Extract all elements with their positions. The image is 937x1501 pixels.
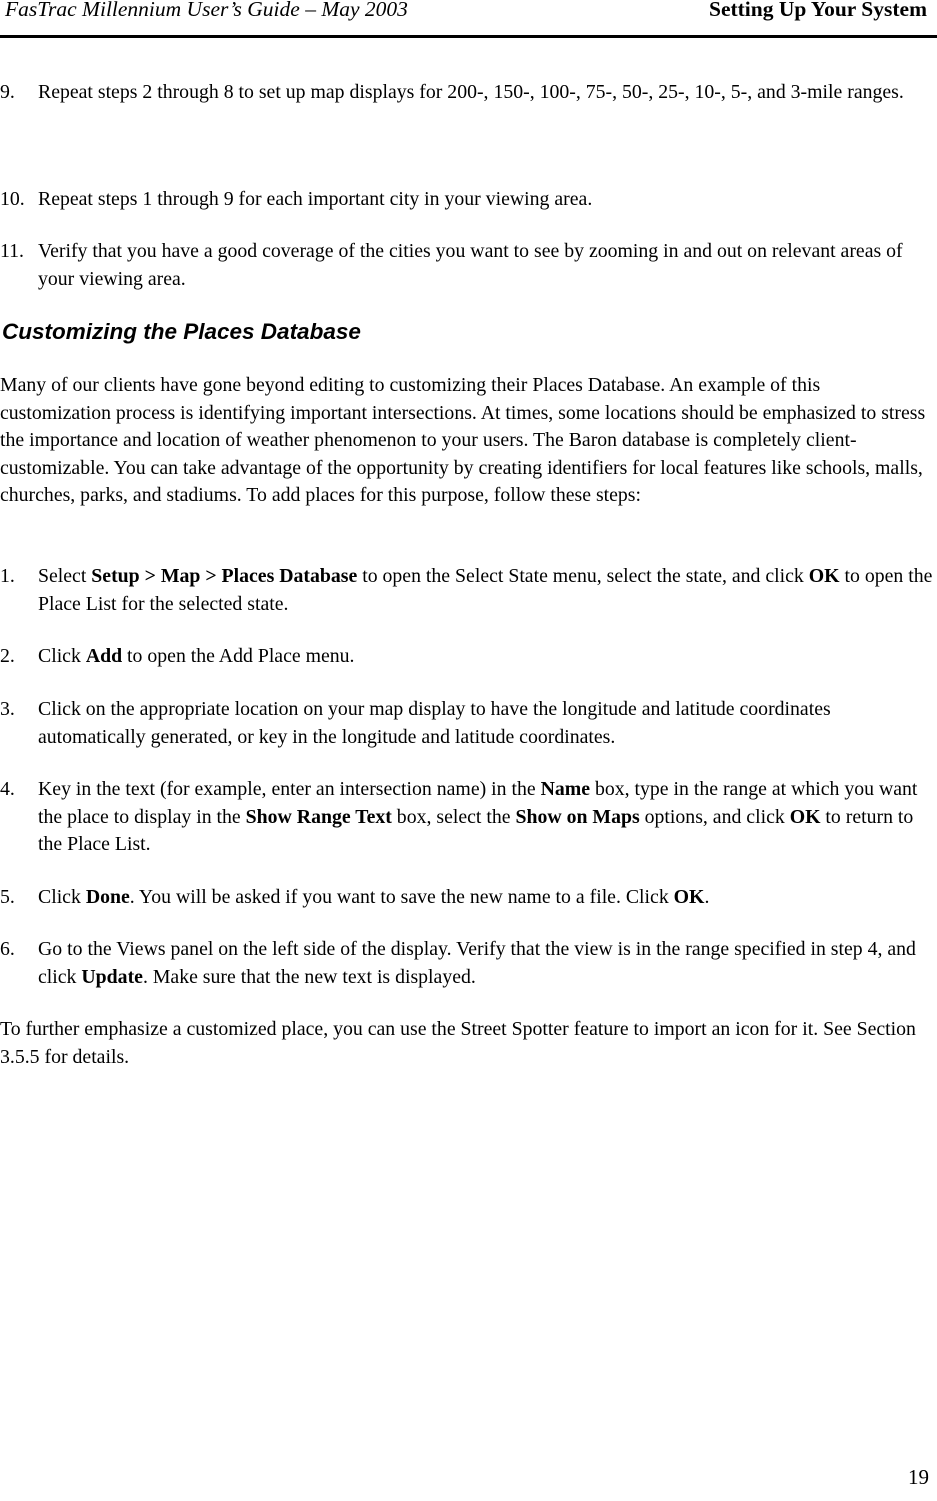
list-item	[0, 884, 935, 912]
step-number: 3.	[0, 698, 15, 720]
chapter-title: Setting Up Your System	[708, 0, 927, 21]
step-number: 2.	[0, 645, 15, 667]
step-text: Click on the appropriate location on your map display to have the longitude and latitude coordinates automatically generated, or key in the longitude and latitude coordinates.	[38, 698, 831, 748]
step-number: 1.	[0, 565, 15, 587]
intro-paragraph: Many of our clients have gone beyond editing to customizing their Places Database. An example of this customization process is identifying important intersections. At times, some locations should be emphasized to stress the importance and location of weather phenomenon to your users. The Baron database is completely client-customizable. You can take advantage of the opportunity by creating identifiers for local features like schools, malls, churches, parks, and stadiums. To add places for this purpose, follow these steps:	[0, 374, 926, 506]
step-text: Repeat steps 1 through 9 for each important city in your viewing area.	[38, 188, 593, 210]
step-number: 6.	[0, 938, 15, 960]
list-item	[0, 238, 935, 293]
list-item	[0, 563, 935, 618]
step-number: 4.	[0, 778, 15, 800]
step-text: Click Add to open the Add Place menu.	[38, 645, 355, 667]
list-item	[0, 936, 935, 991]
list-item	[0, 79, 935, 107]
step-text: Verify that you have a good coverage of the cities you want to see by zooming in and out on relevant areas of your viewing area.	[38, 240, 903, 290]
page-number: 19	[908, 1465, 929, 1489]
document-title: FasTrac Millennium User’s Guide – May 2003	[5, 0, 408, 21]
step-text: Key in the text (for example, enter an intersection name) in the Name box, type in the range at which you want the place to display in the Show Range Text box, select the Show on Maps options, and click OK to return to the Place List.	[38, 778, 918, 855]
list-item	[0, 643, 935, 671]
step-number: 5.	[0, 886, 15, 908]
step-text: Click Done. You will be asked if you want to save the new name to a file. Click OK.	[38, 886, 710, 908]
step-text: Select Setup > Map > Places Database to open the Select State menu, select the state, and click OK to open the Place List for the selected state.	[38, 565, 933, 615]
step-number: 9.	[0, 81, 15, 103]
page-header	[0, 0, 937, 38]
step-number: 10.	[0, 188, 25, 210]
step-text: Repeat steps 2 through 8 to set up map displays for 200-, 150-, 100-, 75-, 50-, 25-, 10-, 5-, and 3-mile ranges.	[38, 81, 904, 103]
step-number: 11.	[0, 240, 24, 262]
closing-paragraph: To further emphasize a customized place, you can use the Street Spotter feature to import an icon for it. See Section 3.5.5 for details.	[0, 1018, 916, 1068]
list-item	[0, 696, 935, 751]
section-heading: Customizing the Places Database	[2, 319, 361, 344]
list-item	[0, 186, 935, 214]
step-text: Go to the Views panel on the left side of the display. Verify that the view is in the range specified in step 4, and click Update. Make sure that the new text is displayed.	[38, 938, 916, 988]
list-item	[0, 776, 935, 859]
